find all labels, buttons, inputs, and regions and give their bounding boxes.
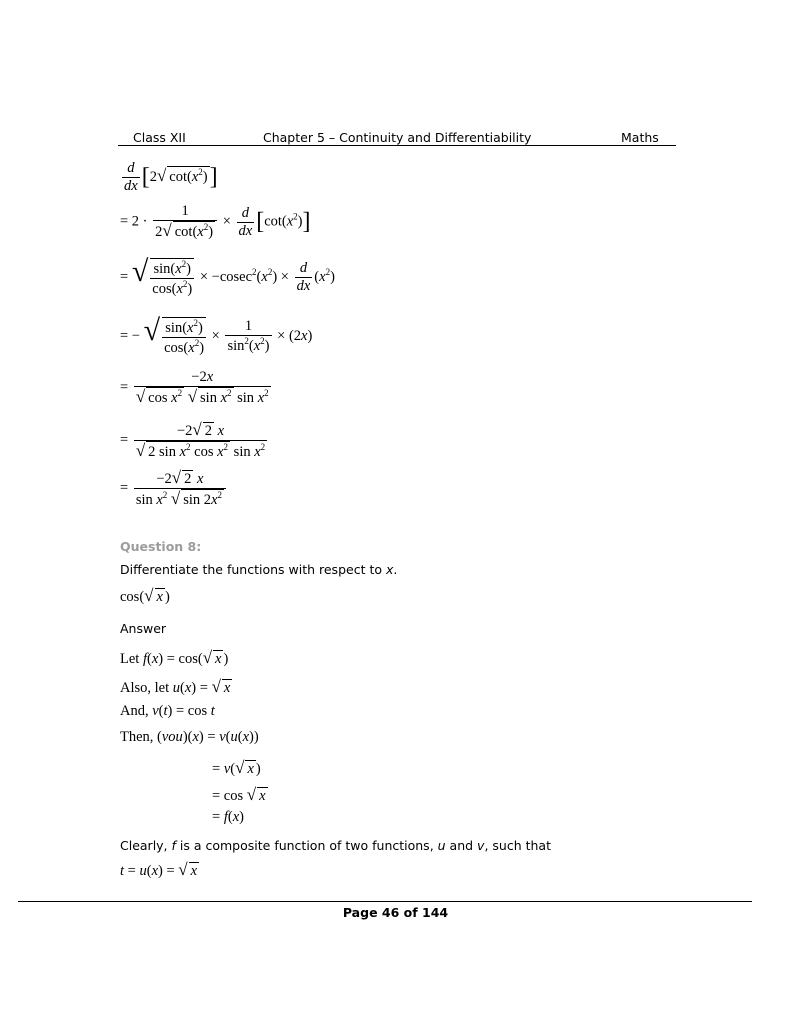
equation-line-5: = $\frac{-2x}{√ \cos x^2 √ \sin x^2 \sin x^2}$ bbox=[120, 369, 269, 406]
equation-line-6: = $\frac{-2√ 2 x}{√ 2 \sin x^2 \cos x^2 \sin x^2}$ bbox=[120, 420, 266, 460]
question-title: Question 8: bbox=[120, 539, 202, 554]
answer-line-7: = f(x) bbox=[212, 809, 244, 825]
answer-line-2: Also, let u(x) = √ x bbox=[120, 677, 231, 696]
header-divider bbox=[118, 145, 676, 146]
answer-line-1: Let f(x) = cos(√ x ) bbox=[120, 648, 229, 667]
equation-line-1: $\frac{d}{dx}$ [2√ $\cot(x^2)$] bbox=[124, 160, 218, 194]
equation-line-3: = √ $\frac{\sin(x^2)}{\cos(x^2)}$ × $-cosec^2(x^2)$ × $\frac{d}{dx}$ $(x^2)$ bbox=[120, 255, 335, 297]
footer-divider bbox=[18, 901, 752, 902]
equation-line-7: = $\frac{-2√ 2 x}{\sin x^2 √ \sin 2x^2}$ bbox=[120, 468, 228, 509]
question-prompt: Differentiate the functions with respect to x. bbox=[120, 562, 398, 577]
answer-line-8: t = u(x) = √ x bbox=[120, 860, 198, 879]
question-expression: cos(√ x ) bbox=[120, 586, 170, 605]
header-chapter: Chapter 5 – Continuity and Differentiability bbox=[263, 130, 532, 145]
equation-line-2: = 2 · $\frac{1}{2√ \cot(x^2)}$ × $\frac{d}{dx}$ $[\cot(x^2)]$ bbox=[120, 203, 311, 240]
header-subject: Maths bbox=[621, 130, 659, 145]
page-number: Page 46 of 144 bbox=[342, 905, 449, 920]
answer-line-3: And, v(t) = cos t bbox=[120, 703, 215, 719]
answer-label: Answer bbox=[120, 621, 167, 636]
answer-line-4: Then, (vou)(x) = v(u(x)) bbox=[120, 729, 259, 745]
answer-line-6: = cos √ x bbox=[212, 785, 266, 804]
answer-line-5: = v(√ x ) bbox=[212, 758, 261, 777]
header-class: Class XII bbox=[133, 130, 186, 145]
equation-line-4: = − √ $\frac{\sin(x^2)}{\cos(x^2)}$ × $\frac{1}{\sin^2(x^2)}$ × (2x) bbox=[120, 314, 313, 356]
clearly-sentence: Clearly, f is a composite function of two functions, u and v, such that bbox=[120, 838, 551, 853]
